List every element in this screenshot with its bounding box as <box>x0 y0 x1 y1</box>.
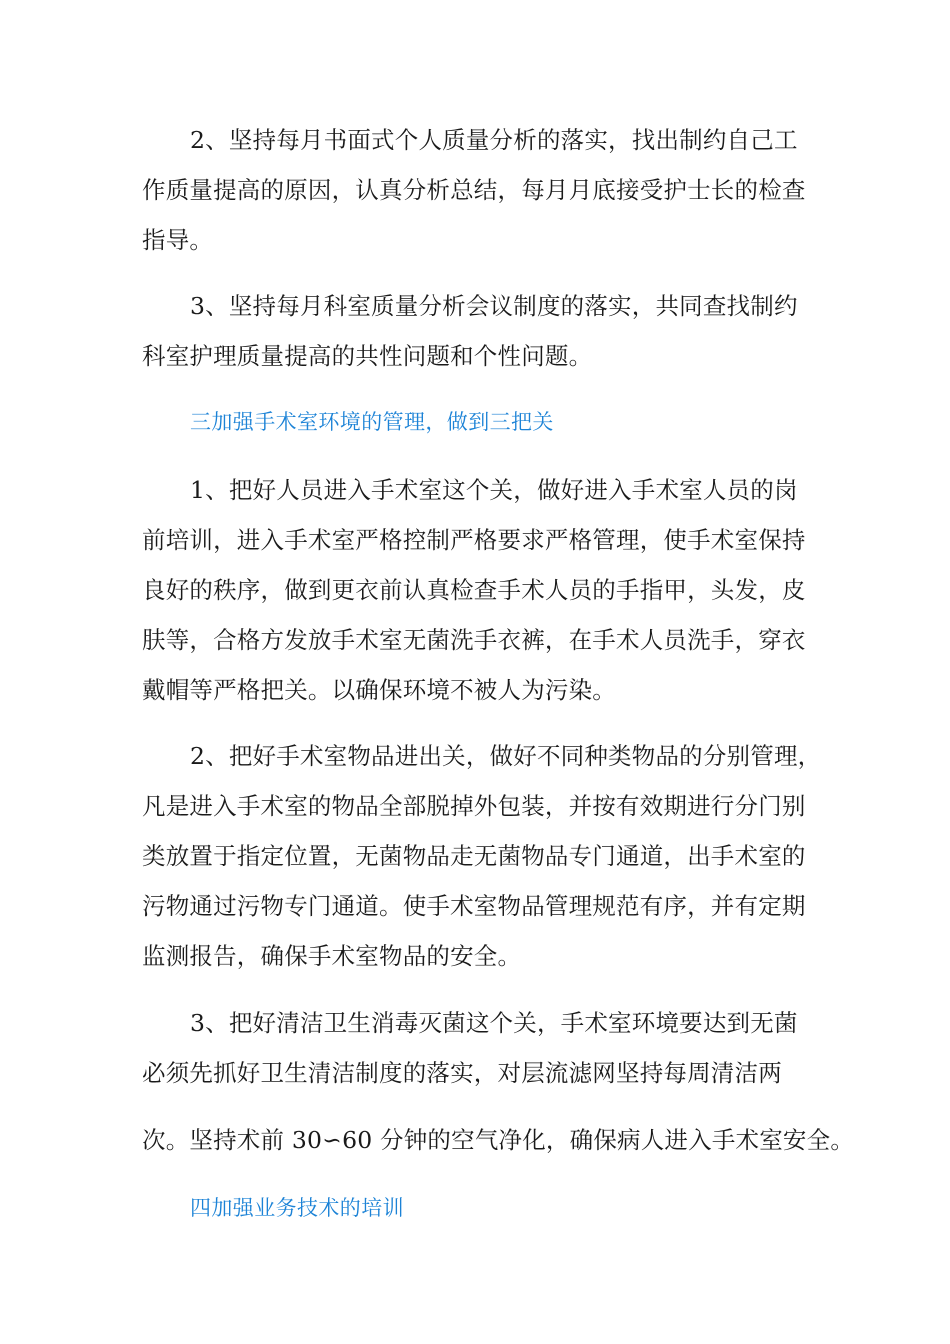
paragraph-1-line-3: 指导。 <box>142 226 214 254</box>
paragraph-3-line-5: 戴帽等严格把关。以确保环境不被人为污染。 <box>142 676 616 704</box>
paragraph-4-line-2: 凡是进入手术室的物品全部脱掉外包装，并按有效期进行分门别 <box>142 792 806 820</box>
paragraph-3-line-3: 良好的秩序，做到更衣前认真检查手术人员的手指甲，头发，皮 <box>142 576 806 604</box>
paragraph-4-line-3: 类放置于指定位置，无菌物品走无菌物品专门通道，出手术室的 <box>142 842 806 870</box>
paragraph-2-line-1: 3、坚持每月科室质量分析会议制度的落实，共同查找制约 <box>190 292 798 320</box>
paragraph-3-line-4: 肤等，合格方发放手术室无菌洗手衣裤，在手术人员洗手，穿衣 <box>142 626 806 654</box>
paragraph-5-line-1: 3、把好清洁卫生消毒灭菌这个关，手术室环境要达到无菌 <box>190 1009 798 1037</box>
paragraph-5-line-2: 必须先抓好卫生清洁制度的落实，对层流滤网坚持每周清洁两 <box>142 1059 782 1087</box>
paragraph-4-line-4: 污物通过污物专门通道。使手术室物品管理规范有序，并有定期 <box>142 892 806 920</box>
paragraph-2-line-2: 科室护理质量提高的共性问题和个性问题。 <box>142 342 593 370</box>
section-heading-3: 三加强手术室环境的管理，做到三把关 <box>190 410 554 434</box>
paragraph-1-line-2: 作质量提高的原因，认真分析总结，每月月底接受护士长的检查 <box>142 176 806 204</box>
paragraph-3-line-2: 前培训，进入手术室严格控制严格要求严格管理，使手术室保持 <box>142 526 806 554</box>
paragraph-4-line-1: 2、把好手术室物品进出关，做好不同种类物品的分别管理， <box>190 742 822 770</box>
paragraph-1-line-1: 2、坚持每月书面式个人质量分析的落实，找出制约自己工 <box>190 126 798 154</box>
paragraph-4-line-5: 监测报告，确保手术室物品的安全。 <box>142 942 522 970</box>
paragraph-3-line-1: 1、把好人员进入手术室这个关，做好进入手术室人员的岗 <box>190 476 798 504</box>
paragraph-5-line-3: 次。坚持术前 30∽60 分钟的空气净化，确保病人进入手术室安全。 <box>142 1126 855 1154</box>
section-heading-4: 四加强业务技术的培训 <box>190 1196 404 1220</box>
